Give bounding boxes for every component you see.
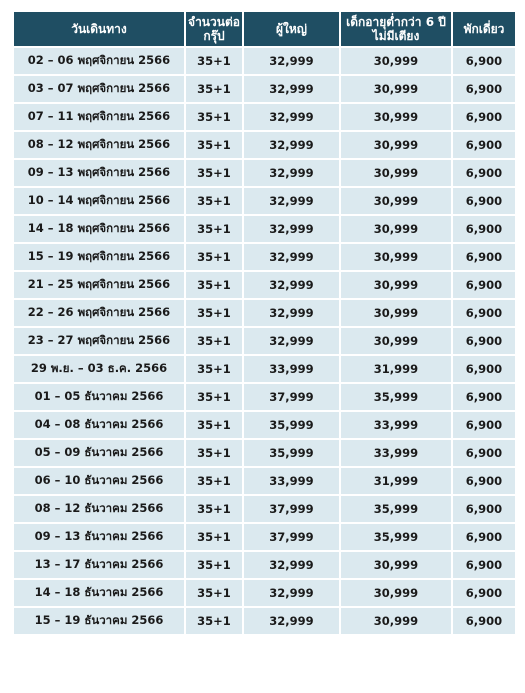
cell-group-size: 35+1 <box>186 412 242 438</box>
cell-travel-date: 03 – 07 พฤศจิกายน 2566 <box>14 76 184 102</box>
cell-travel-date: 13 – 17 ธันวาคม 2566 <box>14 552 184 578</box>
cell-single-supplement: 6,900 <box>453 356 515 382</box>
table-row <box>14 356 515 382</box>
cell-group-size: 35+1 <box>186 384 242 410</box>
cell-single-supplement: 6,900 <box>453 552 515 578</box>
cell-single-supplement: 6,900 <box>453 244 515 270</box>
table-row <box>14 132 515 158</box>
cell-group-size: 35+1 <box>186 272 242 298</box>
table-row <box>14 104 515 130</box>
header-travel-date: วันเดินทาง <box>14 12 184 46</box>
cell-adult-price: 37,999 <box>244 496 339 522</box>
cell-group-size: 35+1 <box>186 552 242 578</box>
cell-single-supplement: 6,900 <box>453 160 515 186</box>
cell-travel-date: 21 – 25 พฤศจิกายน 2566 <box>14 272 184 298</box>
cell-group-size: 35+1 <box>186 76 242 102</box>
cell-travel-date: 04 – 08 ธันวาคม 2566 <box>14 412 184 438</box>
cell-adult-price: 32,999 <box>244 580 339 606</box>
cell-adult-price: 35,999 <box>244 440 339 466</box>
cell-group-size: 35+1 <box>186 132 242 158</box>
cell-travel-date: 15 – 19 ธันวาคม 2566 <box>14 608 184 634</box>
cell-child-price: 30,999 <box>341 76 451 102</box>
cell-single-supplement: 6,900 <box>453 524 515 550</box>
cell-travel-date: 05 – 09 ธันวาคม 2566 <box>14 440 184 466</box>
table-header-row <box>14 12 515 46</box>
cell-group-size: 35+1 <box>186 244 242 270</box>
cell-adult-price: 32,999 <box>244 160 339 186</box>
table-row <box>14 48 515 74</box>
cell-single-supplement: 6,900 <box>453 76 515 102</box>
cell-single-supplement: 6,900 <box>453 188 515 214</box>
cell-travel-date: 08 – 12 พฤศจิกายน 2566 <box>14 132 184 158</box>
cell-group-size: 35+1 <box>186 356 242 382</box>
table-row <box>14 328 515 354</box>
table-row <box>14 384 515 410</box>
table-row <box>14 524 515 550</box>
table-row <box>14 440 515 466</box>
cell-child-price: 30,999 <box>341 188 451 214</box>
cell-adult-price: 37,999 <box>244 384 339 410</box>
cell-group-size: 35+1 <box>186 440 242 466</box>
table-row <box>14 496 515 522</box>
cell-group-size: 35+1 <box>186 608 242 634</box>
cell-single-supplement: 6,900 <box>453 496 515 522</box>
cell-adult-price: 32,999 <box>244 552 339 578</box>
cell-single-supplement: 6,900 <box>453 608 515 634</box>
cell-single-supplement: 6,900 <box>453 216 515 242</box>
header-child-no-bed-price: เด็กอายุต่ำกว่า 6 ปี ไม่มีเตียง <box>341 12 451 46</box>
cell-child-price: 30,999 <box>341 272 451 298</box>
table-row <box>14 188 515 214</box>
cell-child-price: 33,999 <box>341 440 451 466</box>
cell-travel-date: 15 – 19 พฤศจิกายน 2566 <box>14 244 184 270</box>
cell-travel-date: 06 – 10 ธันวาคม 2566 <box>14 468 184 494</box>
price-table-container <box>12 10 513 636</box>
table-row <box>14 76 515 102</box>
cell-adult-price: 32,999 <box>244 328 339 354</box>
cell-adult-price: 32,999 <box>244 188 339 214</box>
cell-adult-price: 32,999 <box>244 216 339 242</box>
cell-child-price: 30,999 <box>341 552 451 578</box>
cell-adult-price: 35,999 <box>244 412 339 438</box>
cell-adult-price: 32,999 <box>244 608 339 634</box>
cell-single-supplement: 6,900 <box>453 384 515 410</box>
cell-child-price: 30,999 <box>341 160 451 186</box>
cell-travel-date: 14 – 18 พฤศจิกายน 2566 <box>14 216 184 242</box>
cell-travel-date: 02 – 06 พฤศจิกายน 2566 <box>14 48 184 74</box>
cell-child-price: 30,999 <box>341 608 451 634</box>
cell-single-supplement: 6,900 <box>453 300 515 326</box>
cell-adult-price: 32,999 <box>244 104 339 130</box>
cell-single-supplement: 6,900 <box>453 580 515 606</box>
cell-adult-price: 32,999 <box>244 76 339 102</box>
cell-travel-date: 10 – 14 พฤศจิกายน 2566 <box>14 188 184 214</box>
cell-group-size: 35+1 <box>186 300 242 326</box>
cell-adult-price: 32,999 <box>244 48 339 74</box>
cell-travel-date: 23 – 27 พฤศจิกายน 2566 <box>14 328 184 354</box>
cell-child-price: 30,999 <box>341 300 451 326</box>
cell-travel-date: 29 พ.ย. – 03 ธ.ค. 2566 <box>14 356 184 382</box>
cell-child-price: 30,999 <box>341 328 451 354</box>
cell-travel-date: 09 – 13 ธันวาคม 2566 <box>14 524 184 550</box>
cell-child-price: 31,999 <box>341 356 451 382</box>
table-body <box>14 48 515 634</box>
cell-group-size: 35+1 <box>186 580 242 606</box>
cell-child-price: 35,999 <box>341 496 451 522</box>
table-row <box>14 580 515 606</box>
cell-travel-date: 07 – 11 พฤศจิกายน 2566 <box>14 104 184 130</box>
cell-travel-date: 01 – 05 ธันวาคม 2566 <box>14 384 184 410</box>
cell-child-price: 35,999 <box>341 524 451 550</box>
cell-child-price: 30,999 <box>341 244 451 270</box>
table-row <box>14 160 515 186</box>
cell-single-supplement: 6,900 <box>453 468 515 494</box>
cell-adult-price: 37,999 <box>244 524 339 550</box>
table-row <box>14 468 515 494</box>
cell-child-price: 30,999 <box>341 580 451 606</box>
cell-adult-price: 32,999 <box>244 300 339 326</box>
cell-adult-price: 32,999 <box>244 132 339 158</box>
cell-child-price: 30,999 <box>341 216 451 242</box>
cell-adult-price: 32,999 <box>244 244 339 270</box>
table-row <box>14 272 515 298</box>
cell-adult-price: 33,999 <box>244 356 339 382</box>
header-adult-price: ผู้ใหญ่ <box>244 12 339 46</box>
table-row <box>14 608 515 634</box>
cell-group-size: 35+1 <box>186 524 242 550</box>
cell-single-supplement: 6,900 <box>453 272 515 298</box>
table-row <box>14 412 515 438</box>
cell-group-size: 35+1 <box>186 496 242 522</box>
table-row <box>14 244 515 270</box>
table-row <box>14 552 515 578</box>
cell-child-price: 30,999 <box>341 104 451 130</box>
price-table <box>12 10 517 636</box>
cell-child-price: 31,999 <box>341 468 451 494</box>
cell-group-size: 35+1 <box>186 188 242 214</box>
header-single-supplement: พักเดี่ยว <box>453 12 515 46</box>
cell-child-price: 33,999 <box>341 412 451 438</box>
cell-child-price: 35,999 <box>341 384 451 410</box>
cell-group-size: 35+1 <box>186 160 242 186</box>
cell-group-size: 35+1 <box>186 328 242 354</box>
cell-single-supplement: 6,900 <box>453 328 515 354</box>
header-group-size: จำนวนต่อ กรุ๊ป <box>186 12 242 46</box>
cell-group-size: 35+1 <box>186 468 242 494</box>
cell-adult-price: 32,999 <box>244 272 339 298</box>
cell-single-supplement: 6,900 <box>453 440 515 466</box>
cell-travel-date: 22 – 26 พฤศจิกายน 2566 <box>14 300 184 326</box>
cell-single-supplement: 6,900 <box>453 412 515 438</box>
cell-single-supplement: 6,900 <box>453 132 515 158</box>
cell-travel-date: 14 – 18 ธันวาคม 2566 <box>14 580 184 606</box>
cell-group-size: 35+1 <box>186 48 242 74</box>
cell-travel-date: 08 – 12 ธันวาคม 2566 <box>14 496 184 522</box>
cell-child-price: 30,999 <box>341 48 451 74</box>
cell-travel-date: 09 – 13 พฤศจิกายน 2566 <box>14 160 184 186</box>
cell-child-price: 30,999 <box>341 132 451 158</box>
table-row <box>14 300 515 326</box>
cell-group-size: 35+1 <box>186 216 242 242</box>
table-row <box>14 216 515 242</box>
cell-single-supplement: 6,900 <box>453 48 515 74</box>
cell-adult-price: 33,999 <box>244 468 339 494</box>
cell-single-supplement: 6,900 <box>453 104 515 130</box>
cell-group-size: 35+1 <box>186 104 242 130</box>
